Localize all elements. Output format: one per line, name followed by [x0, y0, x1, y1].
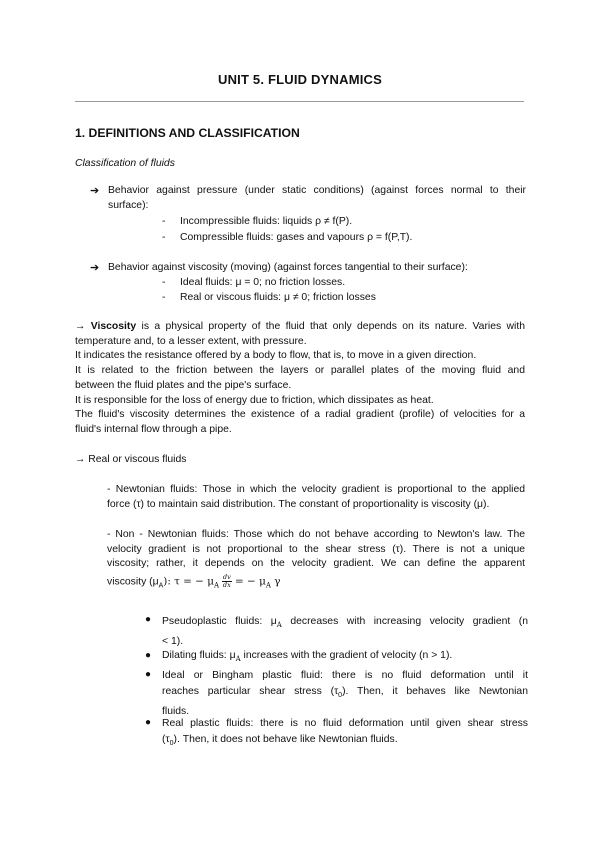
viscosity-para-l7: The fluid's viscosity determines the existence of a radial gradient (profile) of velocities for a	[75, 409, 525, 421]
b4-sub: 0	[169, 740, 174, 748]
pressure-line2: surface):	[108, 200, 149, 211]
viscosity-para-l6: It is responsible for the loss of energy due to friction, which dissipates as heat.	[75, 394, 434, 406]
b4-line2	[162, 732, 528, 752]
newtonian-l2: force (τ) to maintain said distribution. The constant of proportionality is viscosity (μ).	[107, 498, 490, 510]
real-fluids-heading: → Real or viscous fluids	[75, 454, 187, 465]
viscosity-line1: Behavior against viscosity (moving) (against forces tangential to their surface):	[108, 262, 468, 273]
subsection-heading: Classification of fluids	[75, 158, 175, 169]
pressure-item-2-label: Compressible fluids: gases and vapours ρ = f(P,T).	[180, 232, 413, 243]
bullet-bingham	[145, 668, 528, 720]
non-newtonian-l3: viscosity; rather, it depends on the velocity gradient. We can define the apparent	[107, 558, 525, 570]
b3-b: reaches particular shear stress (τ	[162, 686, 339, 697]
viscosity-para-l1	[75, 320, 525, 335]
dash-bullet-icon: -	[162, 232, 166, 243]
b3-sub: 0	[338, 692, 343, 700]
arrow-bullet-icon: ➔	[90, 185, 100, 197]
dash-bullet-icon: -	[162, 277, 166, 288]
eq-sub: A	[158, 582, 164, 590]
b3-line1: Ideal or Bingham plastic fluid: there is no fluid deformation until it	[162, 670, 528, 681]
bullet-pseudoplastic	[145, 613, 528, 649]
viscosity-term: Viscosity	[90, 321, 137, 332]
viscosity-para-l5: between the fluid plates and the pipe's surface.	[75, 379, 292, 391]
apparent-viscosity-equation	[107, 574, 525, 594]
b3-line2	[162, 684, 528, 704]
b3-c: ). Then, it behaves like Newtonian	[342, 686, 528, 697]
non-newtonian-l2: velocity gradient is not proportional to the shear stress (τ). There is not a unique	[107, 543, 525, 555]
bullet-dilating	[145, 650, 528, 664]
dash-bullet-icon: -	[162, 292, 166, 303]
viscosity-item-2-label: Real or viscous fluids: μ ≠ 0; friction losses	[180, 292, 376, 303]
dot-bullet-icon: ●	[145, 650, 152, 661]
eq-gamma: γ	[270, 575, 281, 588]
dash-bullet-icon: -	[162, 216, 166, 227]
viscosity-para-l1-text: is a physical property of the fluid that only depends on its nature. Varies with	[141, 321, 526, 332]
right-arrow-icon: →	[75, 321, 86, 332]
b1-sub: A	[276, 621, 282, 630]
viscosity-para-l8: fluid's internal flow through a pipe.	[75, 423, 232, 435]
b1-a: Pseudoplastic fluids: μ	[162, 616, 277, 627]
b2-sub: A	[235, 655, 241, 664]
dot-bullet-icon: ●	[145, 669, 152, 680]
bullet-real-plastic	[145, 716, 528, 752]
b1-line1	[162, 615, 528, 633]
dot-bullet-icon: ●	[145, 717, 152, 728]
viscosity-paragraph	[75, 320, 525, 438]
b4-c: ). Then, it does not behave like Newtonian fluids.	[173, 734, 398, 745]
frac-den: dx	[222, 581, 231, 590]
non-newtonian-paragraph	[107, 528, 525, 594]
eq-tail: = − μ	[231, 575, 266, 588]
newtonian-l1: - Newtonian fluids: Those in which the velocity gradient is proportional to the applied	[107, 484, 525, 495]
newtonian-paragraph	[107, 483, 525, 512]
dot-bullet-icon: ●	[145, 614, 152, 625]
b4-b: (τ	[162, 734, 170, 745]
eq-mid: ): τ = − μ	[163, 575, 214, 588]
b1-line2: < 1).	[162, 635, 184, 647]
frac-num: dv	[222, 573, 231, 582]
b1-b: decreases with increasing velocity gradient (n	[281, 616, 528, 627]
eq-sub-3: A	[265, 581, 271, 590]
pressure-item-1-label: Incompressible fluids: liquids ρ ≠ f(P).	[180, 216, 353, 227]
b2-line1	[162, 650, 528, 663]
viscosity-para-l3: It indicates the resistance offered by a body to flow, that is, to move in a given direction.	[75, 350, 477, 362]
b4-line1: Real plastic fluids: there is no fluid deformation until given shear stress	[162, 718, 528, 729]
b2-a: Dilating fluids: μ	[162, 650, 236, 661]
b3-line3: fluids.	[162, 706, 190, 718]
page-title: UNIT 5. FLUID DYNAMICS	[217, 72, 382, 87]
viscosity-para-l2: temperature and, to a lesser extent, with pressure.	[75, 335, 307, 347]
section-heading: 1. DEFINITIONS AND CLASSIFICATION	[75, 126, 300, 140]
title-divider	[75, 101, 524, 102]
pressure-line1: Behavior against pressure (under static conditions) (against forces normal to their	[108, 185, 526, 196]
non-newtonian-l1: - Non - Newtonian fluids: Those which do not behave according to Newton's law. The	[107, 529, 525, 540]
eq-prefix: viscosity (μ	[107, 576, 159, 588]
b2-b: increases with the gradient of velocity (n > 1).	[240, 650, 453, 661]
viscosity-para-l4: It is related to the friction between the layers or parallel plates of the moving fluid and	[75, 365, 525, 377]
eq-sub-2: A	[213, 581, 220, 590]
arrow-bullet-icon: ➔	[90, 262, 100, 274]
velocity-gradient-fraction	[222, 574, 232, 589]
viscosity-item-1-label: Ideal fluids: μ = 0; no friction losses.	[180, 277, 346, 288]
